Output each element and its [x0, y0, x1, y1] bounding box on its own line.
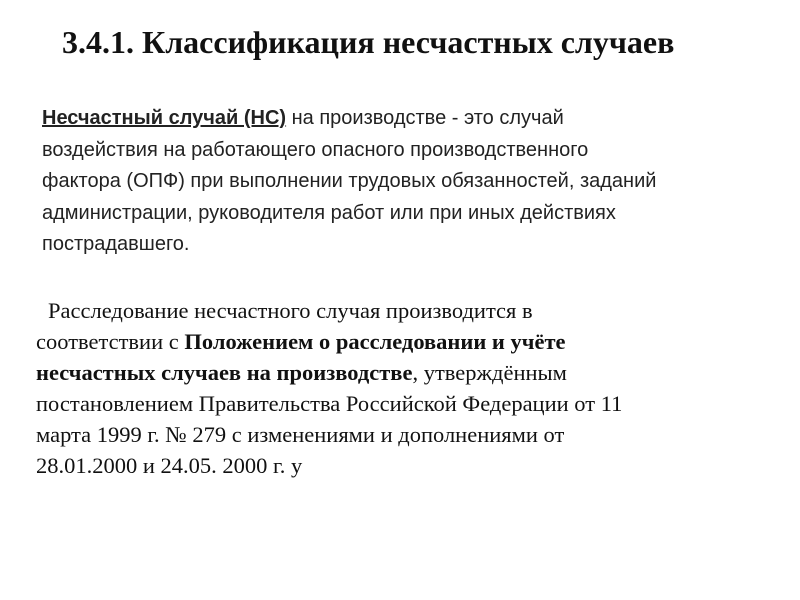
investigation-line-3-rest: , утверждённым	[412, 360, 567, 385]
investigation-line-2-start: соответствии с	[36, 329, 185, 354]
slide-title: 3.4.1. Классификация несчастных случаев	[62, 24, 675, 60]
definition-term: Несчастный случай (НС)	[42, 107, 287, 129]
definition-line-1-rest: на производстве - это случай	[286, 107, 564, 129]
investigation-line-3	[36, 357, 736, 388]
investigation-line-1: Расследование несчастного случая производится в	[48, 298, 533, 323]
definition-line-5: пострадавшего.	[42, 233, 190, 255]
definition-line-2: воздействия на работающего опасного производственного	[42, 138, 589, 161]
regulation-name-part-1: Положением о расследовании и учёте	[184, 329, 566, 354]
investigation-line-5: марта 1999 г. № 279 с изменениями и дополнениями от	[36, 422, 565, 447]
investigation-line-4: постановлением Правительства Российской Федерации от 11	[36, 391, 623, 416]
investigation-line-6: 28.01.2000 и 24.05. 2000 г. у	[36, 453, 303, 478]
investigation-paragraph	[36, 295, 736, 481]
investigation-line-2	[36, 326, 736, 357]
regulation-name-part-2: несчастных случаев на производстве	[36, 360, 413, 385]
definition-line-4: администрации, руководителя работ или при иных действиях	[42, 201, 616, 224]
definition-line-1	[42, 103, 800, 135]
definition-paragraph	[42, 103, 800, 261]
definition-line-3: фактора (ОПФ) при выполнении трудовых обязанностей, заданий	[42, 170, 657, 192]
